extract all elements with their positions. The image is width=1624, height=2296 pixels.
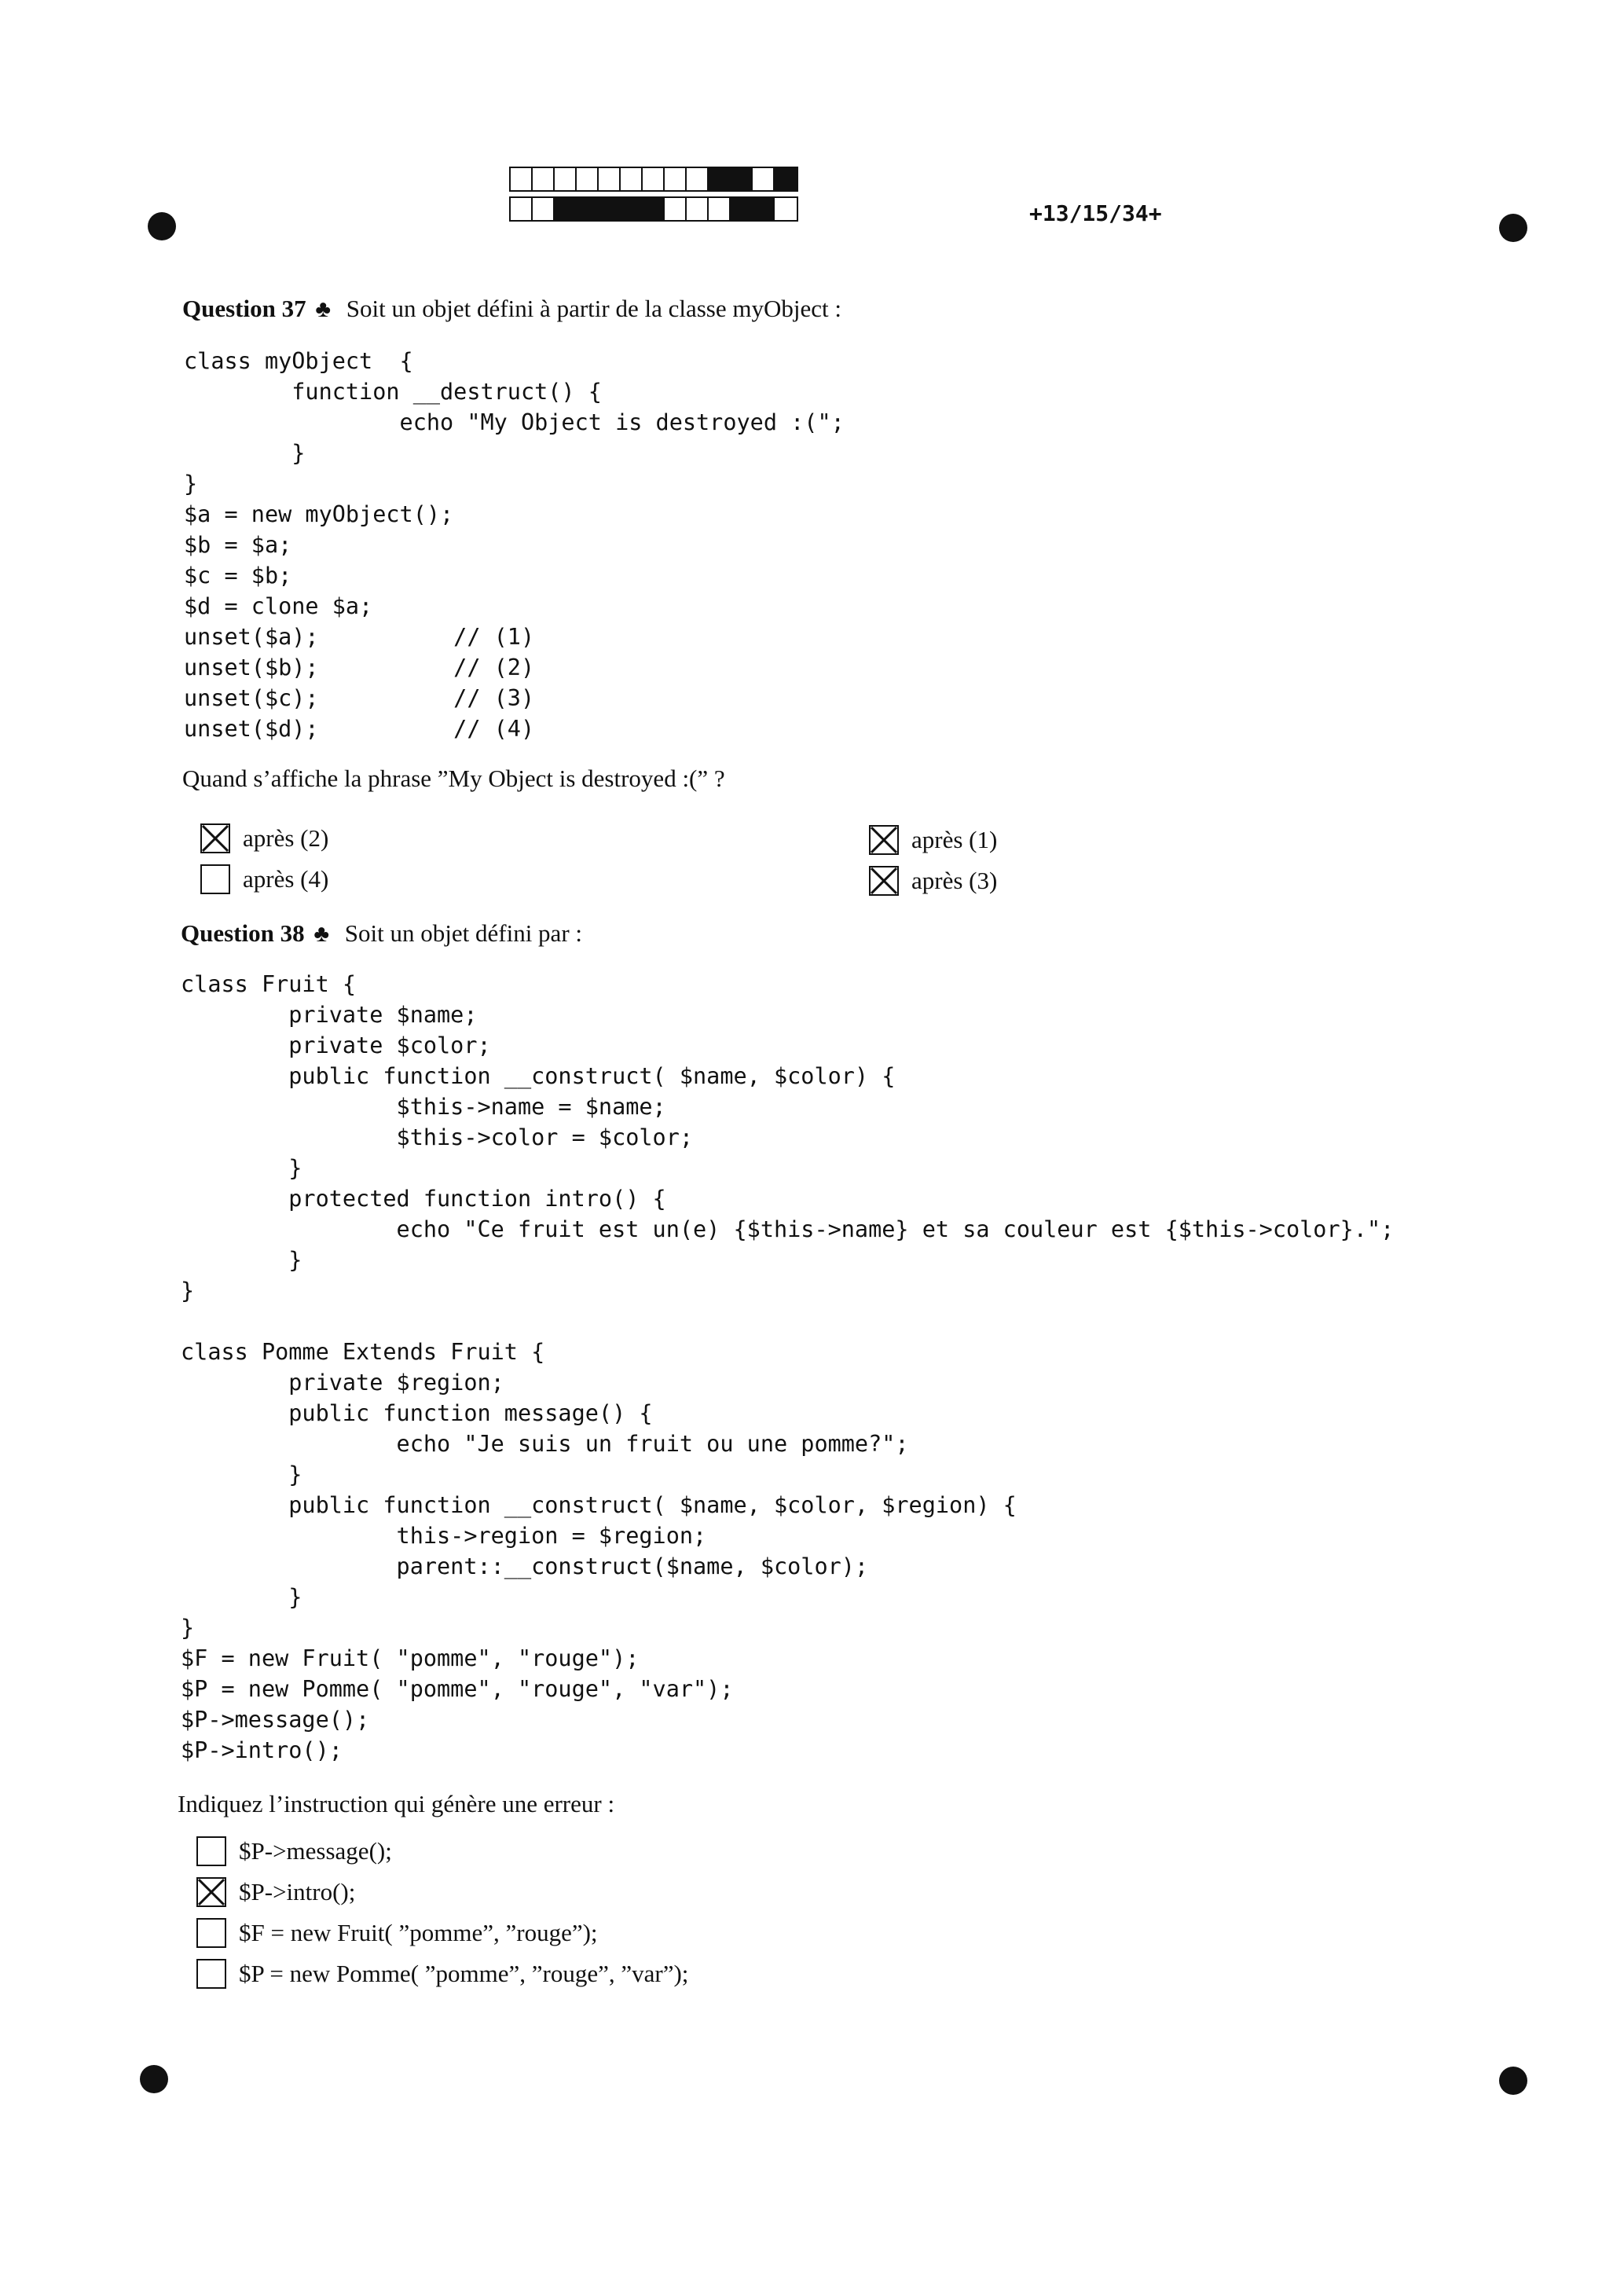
barcode-cell bbox=[709, 198, 731, 220]
barcode-cell bbox=[753, 168, 775, 190]
checkbox[interactable] bbox=[869, 825, 899, 855]
question-37-prompt: Quand s’affiche la phrase ”My Object is destroyed :(” ? bbox=[182, 765, 725, 792]
choice-label: $P->message(); bbox=[239, 1837, 392, 1865]
choice-37-4[interactable] bbox=[869, 866, 997, 896]
barcode-cell bbox=[687, 168, 709, 190]
choice-38-4[interactable] bbox=[196, 1959, 688, 1989]
choice-label: après (2) bbox=[243, 824, 329, 852]
barcode-cell bbox=[577, 198, 599, 220]
code-block-37: class myObject { function __destruct() { echo "My Object is destroyed :("; } } $a = new myObject(); $b = $a; $c = $b; $d = clone $a; unset($a); // (1) unset($b); // (2) unset($c); // (3) unset($d); // (4) bbox=[184, 348, 845, 742]
barcode-cell bbox=[731, 198, 753, 220]
barcode-cell bbox=[621, 168, 643, 190]
checkbox[interactable] bbox=[196, 1918, 226, 1948]
question-label: Question 37 bbox=[182, 295, 306, 322]
registration-dot bbox=[148, 212, 176, 240]
barcode-row-1 bbox=[509, 167, 798, 192]
question-38-heading bbox=[181, 919, 582, 948]
choice-37-3[interactable] bbox=[869, 825, 997, 855]
barcode-cell bbox=[533, 198, 555, 220]
question-38-prompt: Indiquez l’instruction qui génère une erreur : bbox=[178, 1790, 615, 1817]
question-text: Soit un objet défini à partir de la classe myObject : bbox=[346, 295, 841, 322]
check-cross-icon bbox=[871, 827, 897, 853]
barcode-cell bbox=[577, 168, 599, 190]
barcode-cell bbox=[731, 168, 753, 190]
check-cross-icon bbox=[871, 867, 897, 894]
choice-38-1[interactable] bbox=[196, 1836, 392, 1866]
registration-dot bbox=[1499, 2067, 1527, 2095]
choice-38-3[interactable] bbox=[196, 1918, 598, 1948]
barcode-cell bbox=[775, 198, 797, 220]
checkbox[interactable] bbox=[200, 823, 230, 853]
barcode-cell bbox=[753, 198, 775, 220]
choice-label: $P->intro(); bbox=[239, 1878, 356, 1905]
barcode-cell bbox=[555, 168, 577, 190]
club-icon: ♣ bbox=[315, 296, 332, 322]
registration-dot bbox=[140, 2065, 168, 2093]
question-text: Soit un objet défini par : bbox=[344, 919, 583, 947]
checkbox[interactable] bbox=[196, 1836, 226, 1866]
choice-label: après (3) bbox=[911, 867, 998, 894]
barcode-cell bbox=[555, 198, 577, 220]
barcode-cell bbox=[665, 168, 687, 190]
choice-label: après (4) bbox=[243, 865, 329, 893]
barcode-cell bbox=[599, 198, 621, 220]
barcode-cell bbox=[665, 198, 687, 220]
barcode-cell bbox=[775, 168, 797, 190]
choice-label: $F = new Fruit( ”pomme”, ”rouge”); bbox=[239, 1919, 598, 1946]
choice-37-1[interactable] bbox=[200, 823, 328, 853]
checkbox[interactable] bbox=[196, 1877, 226, 1907]
choice-38-2[interactable] bbox=[196, 1877, 355, 1907]
barcode-cell bbox=[511, 168, 533, 190]
checkbox[interactable] bbox=[869, 866, 899, 896]
check-cross-icon bbox=[198, 1879, 225, 1905]
choice-label: après (1) bbox=[911, 826, 998, 853]
check-cross-icon bbox=[202, 825, 229, 852]
club-icon: ♣ bbox=[313, 921, 330, 947]
registration-dot bbox=[1499, 214, 1527, 242]
choice-label: $P = new Pomme( ”pomme”, ”rouge”, ”var”); bbox=[239, 1960, 689, 1987]
page-id: +13/15/34+ bbox=[1029, 200, 1162, 226]
barcode-cell bbox=[533, 168, 555, 190]
barcode-cell bbox=[511, 198, 533, 220]
barcode-cell bbox=[599, 168, 621, 190]
checkbox[interactable] bbox=[196, 1959, 226, 1989]
barcode-cell bbox=[709, 168, 731, 190]
question-label: Question 38 bbox=[181, 919, 305, 947]
barcode-cell bbox=[643, 168, 665, 190]
code-block-38: class Fruit { private $name; private $color; public function __construct( $name, $color) { $this->name = $name; $this->color = $color; } protected function intro() { echo "Ce fruit est un(e) {$this->name} et sa couleur est {$this->color}."; } } class Pomme Extends Fruit { private $region; public function message() { echo "Je suis un fruit ou une pomme?"; } public function __construct( $name, $color, $region) { this->region = $region; parent::__construct($name, $color); } } $F = new Fruit( "pomme", "rouge"); $P = new Pomme( "pomme", "rouge", "var"); $P->message(); $P->intro(); bbox=[181, 971, 1395, 1763]
question-37-heading bbox=[182, 295, 841, 323]
barcode-cell bbox=[643, 198, 665, 220]
barcode-cell bbox=[687, 198, 709, 220]
barcode-row-2 bbox=[509, 196, 798, 222]
choice-37-2[interactable] bbox=[200, 864, 328, 894]
checkbox[interactable] bbox=[200, 864, 230, 894]
barcode-cell bbox=[621, 198, 643, 220]
